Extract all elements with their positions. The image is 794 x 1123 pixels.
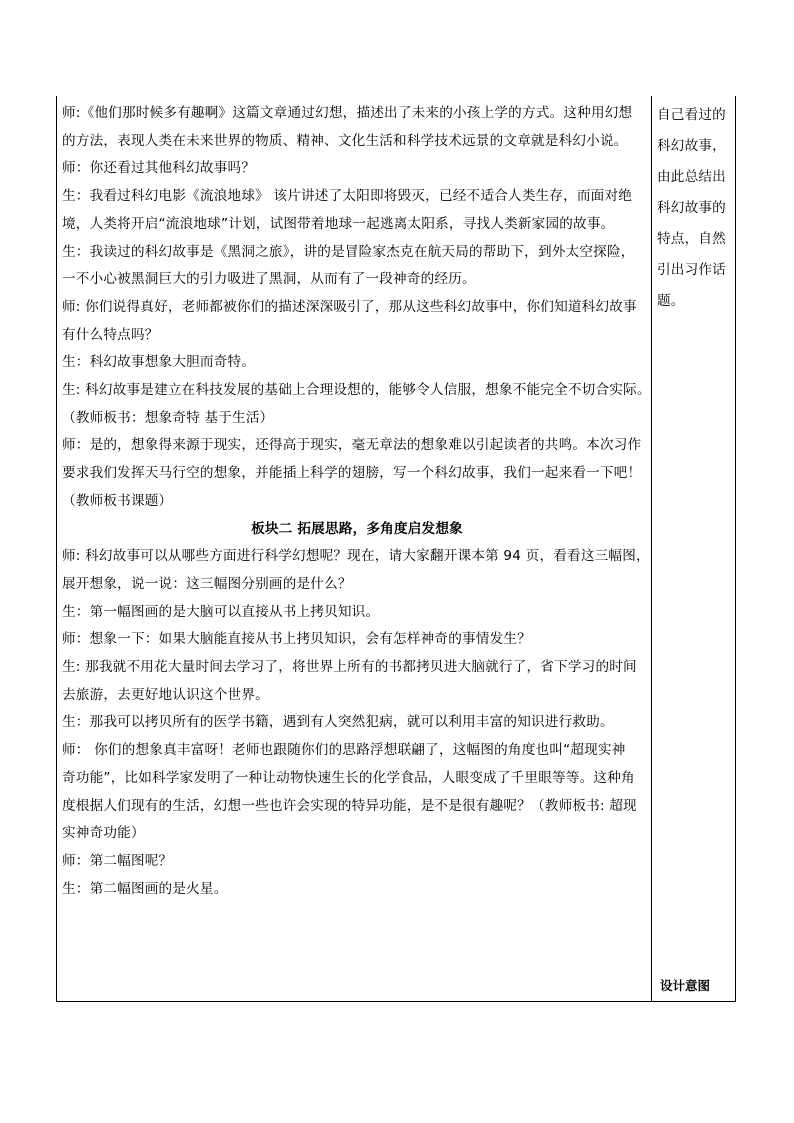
side-line: 自己看过的 xyxy=(657,107,726,123)
text-line: （教师板书课题） xyxy=(62,492,173,509)
text-line: 生：科幻故事想象大胆而奇特。 xyxy=(62,354,256,371)
side-note xyxy=(657,100,733,317)
text-line: 生：第一幅图画的是大脑可以直接从书上拷贝知识。 xyxy=(62,603,380,620)
text-line: 师：第二幅图呢？ xyxy=(62,852,173,869)
side-line: 由此总结出 xyxy=(657,169,726,185)
text-line: 师：你还看过其他科幻故事吗？ xyxy=(62,160,256,177)
text-line: 实神奇功能） xyxy=(62,825,145,842)
design-intent-label: 设计意图 xyxy=(660,978,711,993)
text-line: 师: 科幻故事可以从哪些方面进行科学幻想呢？现在，请大家翻开课本第 94 页，看看这三幅图， xyxy=(62,548,650,565)
text-line: 师：想象一下：如果大脑能直接从书上拷贝知识，会有怎样神奇的事情发生？ xyxy=(62,631,531,648)
text-line: 生：第二幅图画的是火星。 xyxy=(62,880,228,897)
text-line: 生：我读过的科幻故事是《黑洞之旅》，讲的是冒险家杰克在航天局的帮助下，到外太空探险， xyxy=(62,243,635,260)
lesson-content xyxy=(62,100,652,903)
text-line: 生：那我可以拷贝所有的医学书籍，遇到有人突然犯病，就可以利用丰富的知识进行救助。 xyxy=(62,714,614,731)
text-line: 师:《他们那时候多有趣啊》这篇文章通过幻想，描述出了未来的小孩上学的方式。这种用幻想 xyxy=(62,105,633,121)
side-line: 引出习作话 xyxy=(657,262,726,278)
text-line: 师： 你们的想象真丰富呀！老师也跟随你们的思路浮想联翩了，这幅图的角度也叫“超现实神 xyxy=(62,742,626,759)
text-line: 有什么特点吗？ xyxy=(62,326,159,343)
text-line: 奇功能”，比如科学家发明了一种让动物快速生长的化学食品，人眼变成了千里眼等等。这种角 xyxy=(62,769,635,786)
text-line: 的方法，表现人类在未来世界的物质、精神、文化生活和科学技术远景的文章就是科幻小说。 xyxy=(62,132,628,149)
side-line: 科幻故事的 xyxy=(657,200,726,216)
table-border-right xyxy=(735,96,736,1002)
text-line: 生：我看过科幻电影《流浪地球》 该片讲述了太阳即将毁灭，已经不适合人类生存，而面对绝 xyxy=(62,188,633,205)
text-line: 要求我们发挥天马行空的想象，并能插上科学的翅膀，写一个科幻故事，我们一起来看一下吧！ xyxy=(62,465,642,482)
text-line: 师：是的，想象得来源于现实，还得高于现实，毫无章法的想象难以引起读者的共鸣。本次习作 xyxy=(62,437,642,454)
text-line: 去旅游，去更好地认识这个世界。 xyxy=(62,686,269,703)
text-line: 生: 那我就不用花大量时间去学习了，将世界上所有的书都拷贝进大脑就行了，省下学习的时间 xyxy=(62,659,637,676)
side-line: 题。 xyxy=(657,293,685,309)
text-line: 生: 科幻故事是建立在科技发展的基础上合理设想的，能够令人信服，想象不能完全不切合实际。 xyxy=(62,382,651,399)
side-line: 科幻故事， xyxy=(657,138,726,154)
text-line: 展开想象，说一说：这三幅图分别画的是什么？ xyxy=(62,575,352,592)
text-line: （教师板书：想象奇特 基于生活） xyxy=(62,409,274,426)
text-line: 度根据人们现有的生活，幻想一些也许会实现的特异功能，是不是很有趣呢？（教师板书: 超现 xyxy=(62,797,637,814)
text-line: 一不小心被黑洞巨大的引力吸进了黑洞，从而有了一段神奇的经历。 xyxy=(62,271,476,288)
section-heading: 板块二 拓展思路，多角度启发想象 xyxy=(251,520,463,537)
text-line: 境，人类将开启“流浪地球”计划，试图带着地球一起逃离太阳系，寻找人类新家园的故事。 xyxy=(62,215,615,232)
text-line: 师: 你们说得真好，老师都被你们的描述深深吸引了，那从这些科幻故事中，你们知道科幻故事 xyxy=(62,298,637,315)
table-border-bottom xyxy=(56,1001,736,1002)
table-border-left xyxy=(56,96,57,1002)
side-line: 特点，自然 xyxy=(657,231,726,247)
